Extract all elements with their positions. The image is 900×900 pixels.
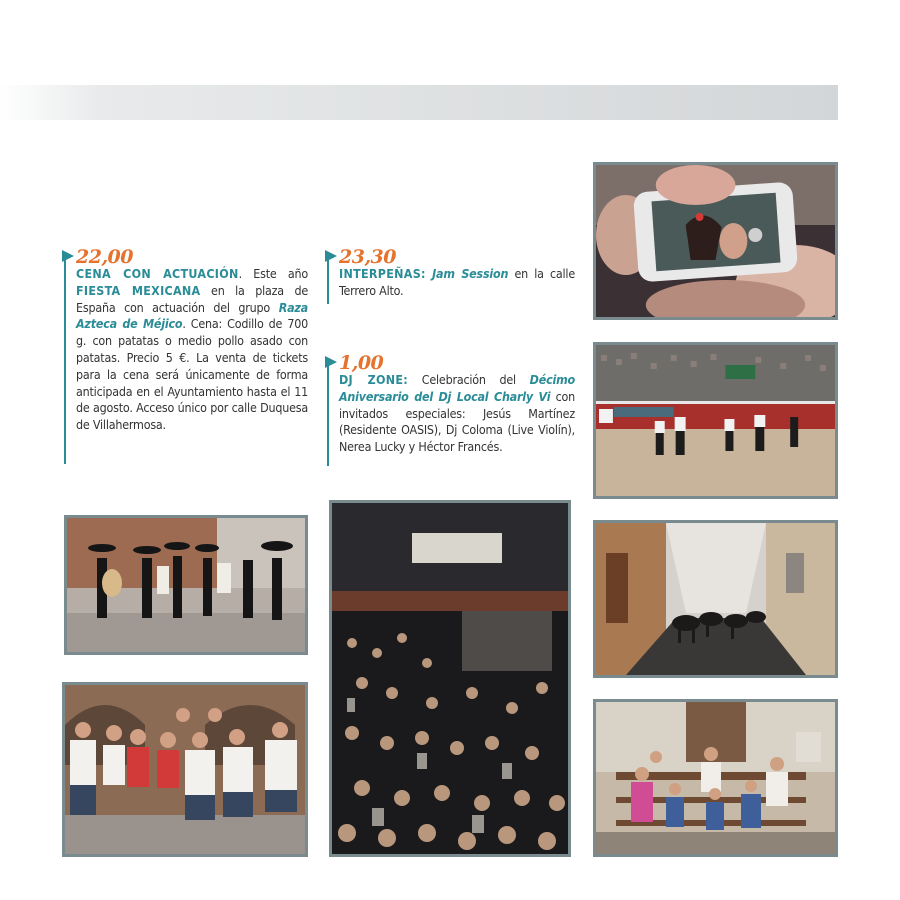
photo-selfie (593, 162, 838, 320)
event-description: CENA CON ACTUACIÓN. Este año FIESTA MEXICANA en la plaza de España con actuación del grupo Raza Azteca de Méjico. Cena: Codillo de 700 g. con patatas o medio pollo asado con patatas. Precio 5 €. La venta de tickets para la cena será únicamente de forma anticipada en el Ayuntamiento hasta el 11 de agosto. Acceso único por calle Duquesa de Villahermosa. (76, 266, 309, 433)
event-description: DJ ZONE: Celebración del Décimo Aniversario del Dj Local Charly Vi con invitados especiales: Jesús Martínez (Residente OASIS), Dj Coloma (Live Violín), Nerea Lucky y Héctor Francés. (339, 372, 575, 455)
event-time: 23,30 (325, 246, 396, 268)
event-time: 1,00 (325, 352, 383, 374)
header-band (0, 85, 838, 120)
photo-concert (329, 500, 571, 857)
photo-street-bulls (593, 520, 838, 678)
event-interpenas (327, 246, 575, 304)
photo-bullring (593, 342, 838, 499)
event-description: INTERPEÑAS: Jam Session en la calle Terrero Alto. (339, 266, 575, 298)
event-cena (64, 246, 309, 464)
event-time: 22,00 (62, 246, 133, 268)
event-dj-zone (327, 352, 575, 466)
photo-family (593, 699, 838, 857)
photo-mariachi (64, 515, 308, 655)
photo-group-friends (62, 682, 308, 857)
